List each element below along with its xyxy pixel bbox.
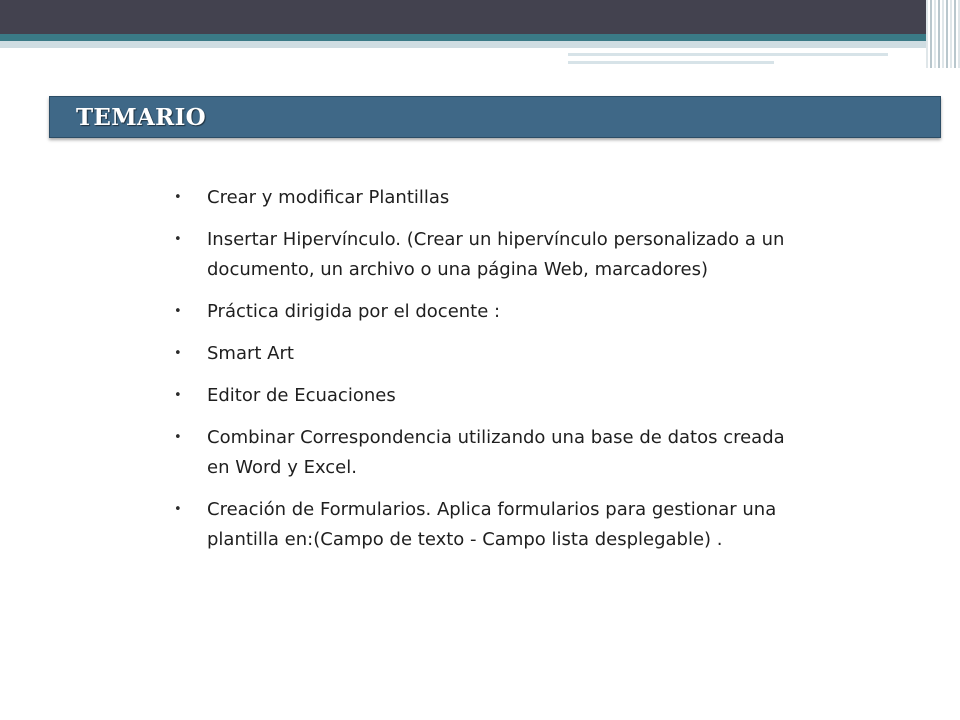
bullet-item	[172, 225, 792, 285]
bullet-item	[172, 339, 792, 369]
bullet-item	[172, 381, 792, 411]
bullet-item	[172, 183, 792, 213]
bullet-text: Insertar Hipervínculo. (Crear un hipervínculo personalizado a un documento, un archivo o una página Web, marcadores)	[207, 229, 785, 280]
accent-line	[568, 53, 888, 56]
bullet-dot-icon: •	[174, 304, 182, 319]
bullet-item	[172, 297, 792, 327]
bullet-text: Editor de Ecuaciones	[207, 385, 396, 406]
bullet-list	[172, 183, 792, 567]
bullet-text: Crear y modificar Plantillas	[207, 187, 450, 208]
bullet-dot-icon: •	[174, 190, 182, 205]
bullet-item	[172, 495, 792, 555]
title-banner	[49, 96, 941, 138]
slide-title: TEMARIO	[76, 104, 206, 131]
bullet-item	[172, 423, 792, 483]
pale-accent-band	[0, 41, 960, 48]
bullet-dot-icon: •	[174, 430, 182, 445]
decorative-stripes	[926, 0, 960, 68]
bullet-text: Práctica dirigida por el docente :	[207, 301, 501, 322]
bullet-text: Smart Art	[207, 343, 294, 364]
top-decorative-bar	[0, 0, 960, 34]
teal-accent-band	[0, 34, 960, 41]
bullet-text: Creación de Formularios. Aplica formularios para gestionar una plantilla en:(Campo de texto - Campo lista desplegable) .	[207, 499, 777, 550]
bullet-dot-icon: •	[174, 388, 182, 403]
bullet-dot-icon: •	[174, 232, 182, 247]
bullet-text: Combinar Correspondencia utilizando una base de datos creada en Word y Excel.	[207, 427, 785, 478]
bullet-dot-icon: •	[174, 346, 182, 361]
bullet-dot-icon: •	[174, 502, 182, 517]
accent-line	[568, 61, 774, 64]
